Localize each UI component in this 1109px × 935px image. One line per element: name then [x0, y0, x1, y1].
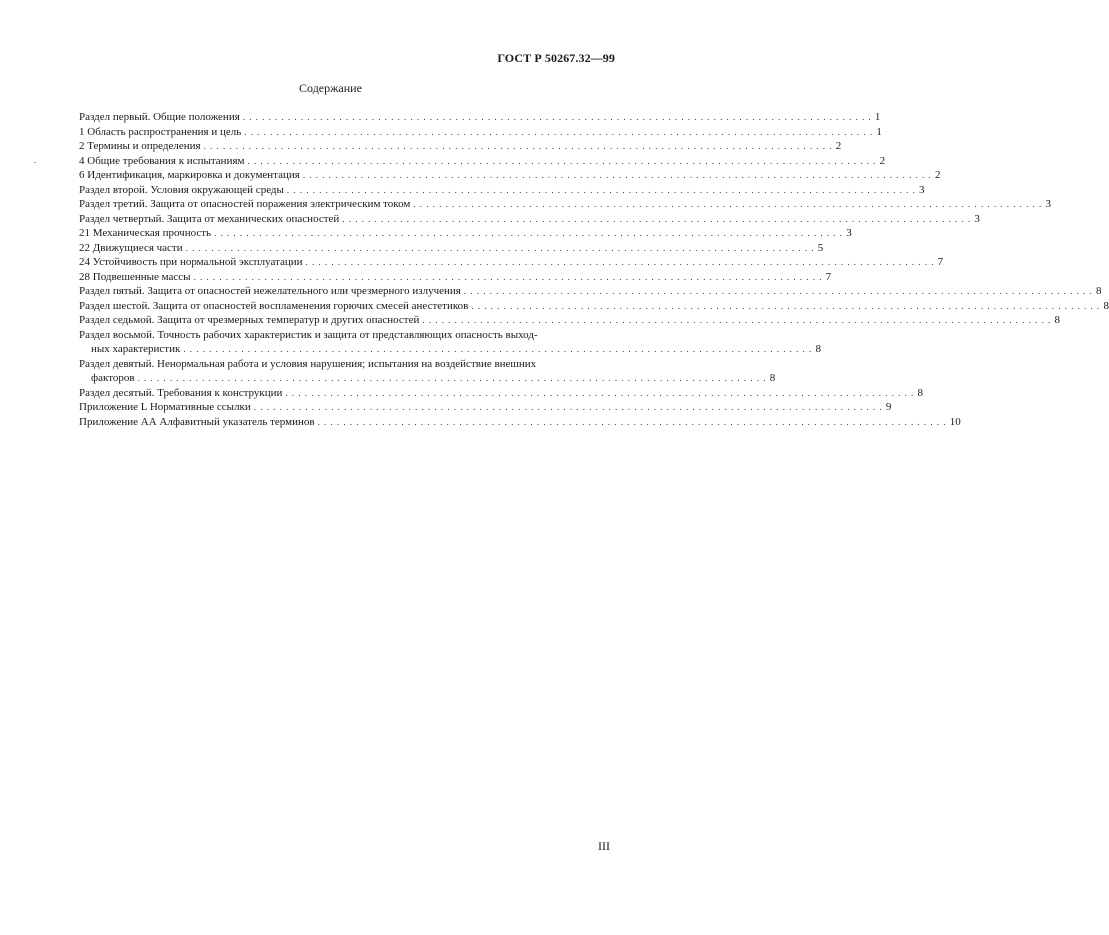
document-code: ГОСТ Р 50267.32—99 [497, 51, 615, 65]
toc-title: Содержание [299, 81, 362, 95]
toc-leader: .................................................................................................. [203, 141, 836, 151]
toc-entry-page: 8 [917, 386, 923, 399]
scan-speck [34, 162, 36, 163]
toc-entry-page: 5 [817, 241, 824, 254]
toc-entry-page: 2 [879, 154, 886, 167]
toc-entry-page: 8 [1054, 314, 1060, 326]
toc-entry-page: 2 [835, 140, 842, 152]
toc-entry[interactable] [79, 415, 961, 430]
toc-leader: .................................................................................................. [247, 155, 880, 166]
toc-entry-page: 1 [876, 125, 882, 138]
toc-entry-page: 3 [919, 183, 925, 196]
toc-entry-title: Раздел седьмой. Защита от чрезмерных температур и других опасностей [79, 314, 420, 326]
page-number: III [598, 839, 610, 853]
toc-entry[interactable] [79, 125, 882, 140]
toc-entry-title: Раздел девятый. Ненормальная работа и условия нарушения; испытания на воздействие внешних [79, 357, 537, 370]
toc-leader: .................................................................................................. [193, 271, 826, 282]
toc-entry-title-continued: ных характеристик [91, 343, 181, 355]
toc-entry-title: 6 Идентификация, маркировка и документация [79, 169, 300, 181]
toc-entry-page: 8 [815, 343, 821, 355]
toc-entry[interactable] [79, 241, 824, 256]
toc-entry-title: 4 Общие требования к испытаниям [79, 154, 245, 167]
toc-entry[interactable] [79, 183, 925, 198]
toc-entry[interactable] [79, 400, 892, 415]
toc-entry-title-continued: факторов [91, 372, 135, 384]
toc-entry-title: 1 Область распространения и цель [79, 125, 242, 138]
toc-leader: .................................................................................................. [137, 373, 770, 383]
toc-entry[interactable] [79, 197, 1051, 212]
toc-leader: .................................................................................................. [305, 257, 938, 267]
toc-entry[interactable] [79, 154, 886, 169]
toc-entry[interactable] [79, 226, 852, 241]
toc-leader: .................................................................................................. [413, 199, 1046, 209]
toc-entry-title: 22 Движущиеся части [79, 241, 183, 254]
toc-entry-title: Раздел восьмой. Точность рабочих характеристик и защита от представляющих опасность выход- [79, 328, 538, 341]
toc-entry[interactable] [79, 168, 941, 183]
toc-entry-title: 21 Механическая прочность [79, 227, 212, 239]
toc-entry-title: Раздел пятый. Защита от опасностей нежелательного или чрезмерного излучения [79, 285, 461, 297]
toc-leader: .................................................................................................. [342, 213, 975, 224]
table-of-contents [79, 110, 1109, 429]
toc-entry-title: Раздел второй. Условия окружающей среды [79, 183, 284, 196]
toc-entry-title: 2 Термины и определения [79, 140, 201, 152]
toc-entry-page: 3 [846, 227, 852, 239]
toc-entry-page: 9 [885, 401, 892, 413]
toc-entry-page: 8 [1095, 285, 1102, 297]
toc-entry-page: 10 [949, 415, 961, 428]
toc-entry[interactable] [79, 299, 1109, 314]
toc-entry[interactable] [79, 212, 980, 227]
toc-leader: .................................................................................................. [317, 416, 950, 427]
toc-leader: .................................................................................................. [242, 112, 875, 122]
toc-entry[interactable] [79, 313, 1060, 328]
toc-entry-title: Раздел шестой. Защита от опасностей воспламенения горючих смесей анестетиков [79, 299, 469, 312]
toc-leader: .................................................................................................. [463, 286, 1096, 296]
toc-entry-title: Приложение АА Алфавитный указатель терминов [79, 415, 315, 428]
toc-entry-title: 24 Устойчивость при нормальной эксплуатации [79, 256, 303, 268]
toc-entry[interactable] [79, 270, 832, 285]
toc-leader: .................................................................................................. [285, 387, 918, 398]
toc-entry-wrapped[interactable] [79, 328, 821, 357]
toc-leader: .................................................................................................. [253, 402, 886, 412]
toc-leader: .................................................................................................. [471, 300, 1104, 311]
toc-entry-page: 1 [874, 111, 881, 123]
toc-entry-page: 2 [934, 169, 941, 181]
toc-leader: .................................................................................................. [422, 315, 1055, 325]
toc-entry-page: 3 [1045, 198, 1051, 210]
toc-entry[interactable] [79, 139, 842, 154]
toc-leader: .................................................................................................. [214, 228, 847, 238]
toc-entry-page: 8 [1103, 299, 1109, 312]
toc-entry-page: 8 [769, 372, 776, 384]
toc-entry-wrapped[interactable] [79, 357, 776, 386]
toc-leader: .................................................................................................. [183, 344, 816, 354]
toc-entry-title: Раздел четвертый. Защита от механических опасностей [79, 212, 340, 225]
toc-leader: .................................................................................................. [244, 126, 877, 137]
toc-leader: .................................................................................................. [286, 184, 920, 195]
toc-entry[interactable] [79, 110, 881, 125]
toc-entry-title: Приложение L Нормативные ссылки [79, 401, 251, 413]
toc-leader: .................................................................................................. [185, 242, 818, 253]
toc-entry-title: 28 Подвешенные массы [79, 270, 191, 283]
toc-entry[interactable] [79, 284, 1102, 299]
toc-entry-title: Раздел первый. Общие положения [79, 111, 240, 123]
toc-leader: .................................................................................................. [302, 170, 935, 180]
toc-entry-title: Раздел третий. Защита от опасностей поражения электрическим током [79, 198, 411, 210]
toc-entry-page: 3 [974, 212, 980, 225]
toc-entry-page: 7 [937, 256, 944, 268]
toc-entry-page: 7 [825, 270, 832, 283]
toc-entry[interactable] [79, 386, 923, 401]
toc-entry[interactable] [79, 255, 944, 270]
toc-entry-title: Раздел десятый. Требования к конструкции [79, 386, 283, 399]
